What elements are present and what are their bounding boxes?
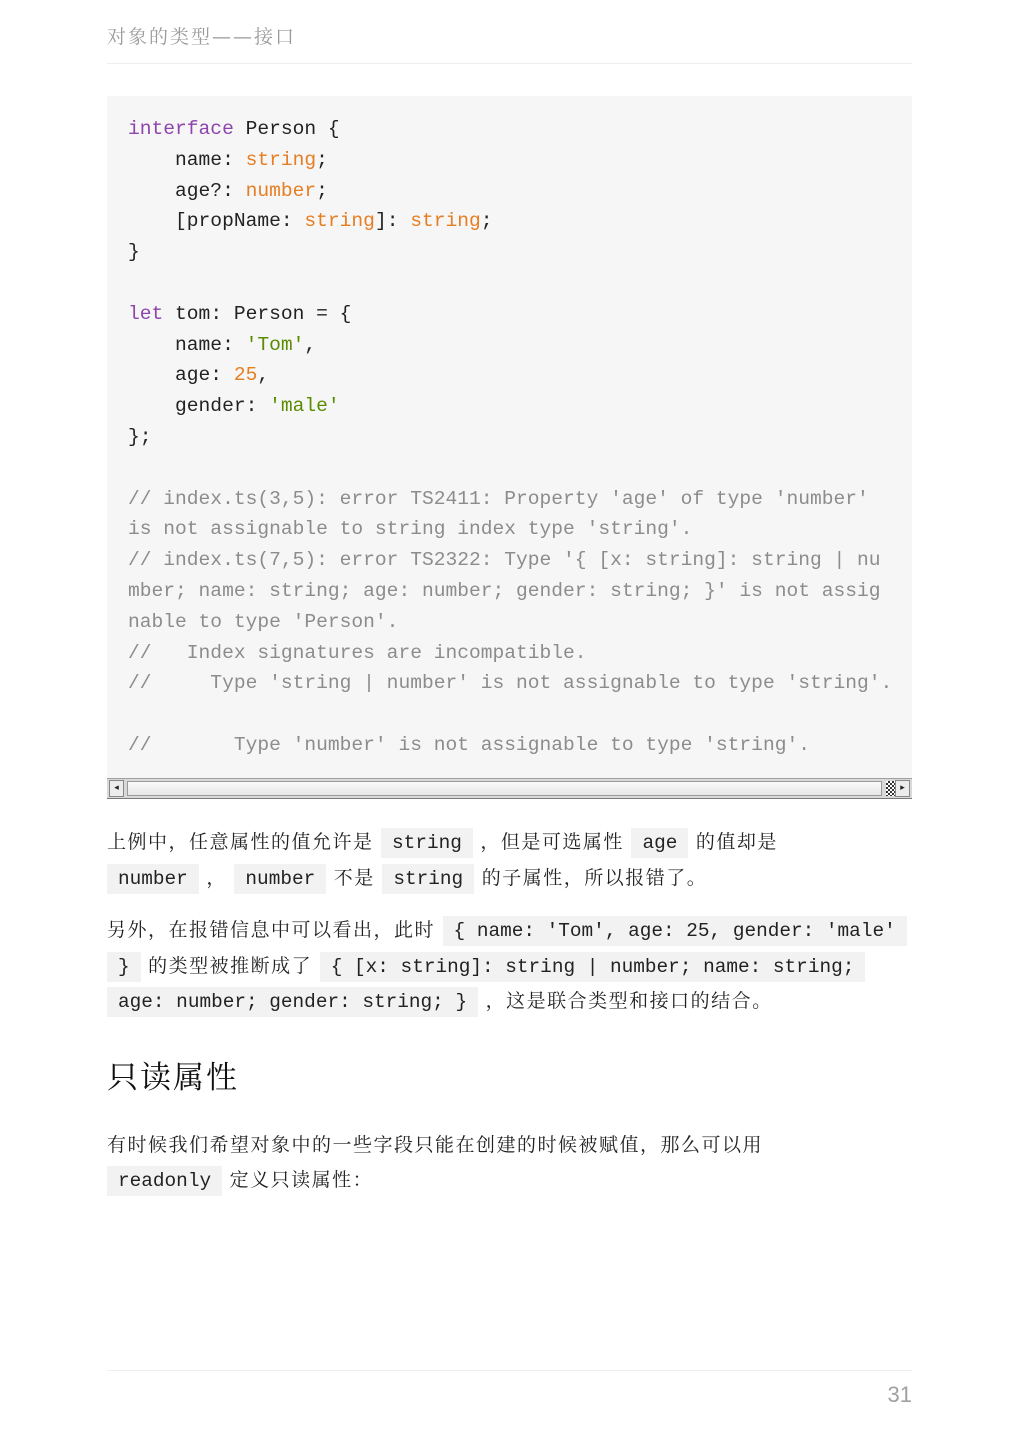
comment-line: // Index signatures are incompatible.: [128, 641, 587, 664]
code-line-5: }: [128, 241, 140, 264]
running-header: 对象的类型——接口: [107, 26, 297, 48]
body-text: 定义只读属性：: [222, 1168, 374, 1191]
section-heading: 只读属性: [107, 1060, 239, 1096]
code-line-11: };: [128, 425, 152, 448]
comment-line: nable to type 'Person'.: [128, 610, 399, 633]
body-text: ，但是可选属性: [472, 831, 632, 853]
code-line-9: [128, 360, 892, 391]
type-token: string: [245, 148, 317, 171]
keyword: let: [128, 302, 164, 325]
code-text: gender:: [128, 395, 270, 418]
body-text: 的值却是: [688, 831, 778, 853]
body-text: 的子属性，所以报错了。: [474, 866, 708, 889]
type-token: string: [304, 210, 375, 233]
code-text: age:: [128, 364, 234, 387]
scroll-left-arrow-icon[interactable]: ◂: [109, 780, 124, 797]
type-token: number: [245, 179, 317, 202]
inline-code: age: [631, 828, 688, 858]
inline-code: string: [382, 864, 474, 894]
page-number: 31: [887, 1382, 912, 1407]
body-text: 另外，在报错信息中可以看出，此时: [107, 919, 443, 941]
code-line-6-blank: [128, 268, 892, 299]
code-line-12-blank: [128, 453, 892, 484]
paragraph-inferred-type: [107, 913, 912, 1020]
code-line-4: [128, 206, 892, 237]
code-text: ,: [304, 333, 317, 356]
string-literal: 'male': [269, 395, 340, 418]
inline-code: { name: 'Tom', age: 25, gender: 'male' }: [107, 916, 907, 982]
code-line-7: [128, 299, 892, 330]
horizontal-scrollbar[interactable]: [107, 778, 912, 799]
code-line-3: [128, 176, 892, 207]
scrollbar-grip-icon[interactable]: [886, 781, 895, 796]
code-text: ]:: [374, 210, 411, 233]
comment-line: // Type 'string | number' is not assignable to type 'string'.: [128, 672, 893, 695]
inline-code: string: [381, 828, 473, 858]
comment-line: // Type 'number' is not assignable to type 'string'.: [128, 733, 810, 756]
code-text: Person {: [233, 118, 340, 140]
comment-line: // index.ts(7,5): error TS2322: Type '{ [x: string]: string | nu: [128, 549, 881, 572]
comment-line: is not assignable to string index type 'string'.: [128, 518, 693, 541]
code-text: ,: [257, 364, 270, 387]
header-divider: [107, 63, 912, 64]
type-token: string: [410, 210, 481, 233]
number-literal: 25: [233, 364, 258, 387]
paragraph-readonly-intro: [107, 1128, 912, 1198]
code-text: ;: [480, 210, 493, 233]
comment-line: [128, 699, 892, 730]
code-block: [107, 96, 912, 799]
footer-divider: [107, 1370, 912, 1371]
code-text: ;: [316, 148, 328, 171]
inline-code: number: [107, 864, 199, 894]
inline-code: { [x: string]: string | number; name: string; age: number; gender: string; }: [107, 952, 865, 1018]
code-line-1: [128, 114, 892, 145]
paragraph-index-property-explanation: [107, 825, 912, 896]
code-line-10: [128, 391, 892, 422]
body-text: ，: [198, 866, 235, 889]
code-text: [propName:: [128, 210, 305, 233]
code-text: tom: Person = {: [163, 302, 352, 325]
body-text: 有时候我们希望对象中的一些字段只能在创建的时候被赋值，那么可以用: [107, 1134, 764, 1156]
body-text: 的类型被推断成了: [140, 954, 320, 977]
code-text: name:: [128, 148, 246, 171]
code-text: ;: [316, 179, 328, 202]
comment-line: mber; name: string; age: number; gender: string; }' is not assig: [128, 579, 881, 602]
keyword: interface: [128, 118, 234, 140]
code-text: age?:: [128, 179, 246, 202]
inline-code: number: [234, 864, 326, 894]
body-text: 不是: [326, 866, 383, 889]
body-text: 上例中，任意属性的值允许是: [107, 831, 382, 853]
code-text: name:: [128, 333, 246, 356]
comment-line: // index.ts(3,5): error TS2411: Property 'age' of type 'number': [128, 487, 869, 510]
code-lines: [128, 114, 892, 761]
inline-code: readonly: [107, 1166, 222, 1196]
code-line-2: [128, 145, 892, 176]
scrollbar-thumb[interactable]: [127, 781, 882, 796]
code-line-8: [128, 330, 892, 361]
scroll-right-arrow-icon[interactable]: ▸: [895, 780, 910, 797]
body-text: ，这是联合类型和接口的结合。: [478, 990, 773, 1012]
string-literal: 'Tom': [245, 333, 305, 356]
